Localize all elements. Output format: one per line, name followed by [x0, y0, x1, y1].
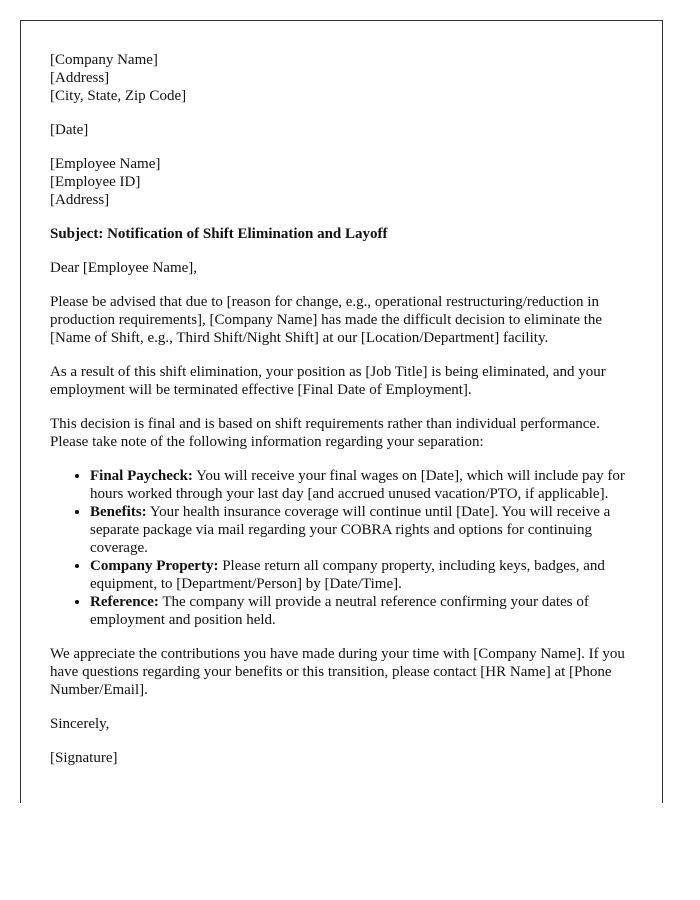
body-paragraph: As a result of this shift elimination, your position as [Job Title] is being eliminated, and your employment will be terminated effective [Final Date of Employment]. — [50, 364, 606, 398]
closing-paragraph: We appreciate the contributions you have made during your time with [Company Name]. If you have questions regarding your benefits or this transition, please contact [HR Name] at [Phone Number/Email]. — [50, 646, 625, 698]
letter-page — [20, 20, 663, 803]
recipient-name: [Employee Name] — [50, 156, 161, 172]
item-label: Final Paycheck: — [90, 468, 193, 484]
recipient-id: [Employee ID] — [50, 174, 141, 190]
body-paragraph: Please be advised that due to [reason for change, e.g., operational restructuring/reduction in production requirements], [Company Name] has made the difficult decision to eliminate the [Name of Shift, e.g., Third Shift/Night Shift] at our [Location/Department] facility. — [50, 294, 603, 346]
subject-line: Subject: Notification of Shift Elimination and Layoff — [50, 226, 388, 242]
separation-info-list — [50, 467, 633, 629]
sender-street: [Address] — [50, 70, 110, 86]
list-item — [90, 557, 633, 593]
salutation: Dear [Employee Name], — [50, 260, 198, 276]
item-text: The company will provide a neutral reference confirming your dates of employment and position held. — [90, 594, 589, 628]
list-item — [90, 503, 633, 557]
sender-city: [City, State, Zip Code] — [50, 88, 187, 104]
recipient-address — [50, 155, 633, 209]
item-label: Company Property: — [90, 558, 219, 574]
letter-date: [Date] — [50, 122, 89, 138]
item-label: Reference: — [90, 594, 159, 610]
recipient-street: [Address] — [50, 192, 110, 208]
item-text: You will receive your final wages on [Date], which will include pay for hours worked through your last day [and accrued unused vacation/PTO, if applicable]. — [90, 468, 625, 502]
signature: [Signature] — [50, 750, 118, 766]
item-text: Your health insurance coverage will continue until [Date]. You will receive a separate package via mail regarding your COBRA rights and options for continuing coverage. — [90, 504, 611, 556]
body-paragraph: This decision is final and is based on shift requirements rather than individual performance. Please take note of the following information regarding your separation: — [50, 416, 600, 450]
sender-address — [50, 51, 633, 105]
list-item — [90, 467, 633, 503]
item-label: Benefits: — [90, 504, 147, 520]
item-text: Please return all company property, including keys, badges, and equipment, to [Department/Person] by [Date/Time]. — [90, 558, 605, 592]
list-item — [90, 593, 633, 629]
closing: Sincerely, — [50, 716, 110, 732]
sender-company: [Company Name] — [50, 52, 158, 68]
